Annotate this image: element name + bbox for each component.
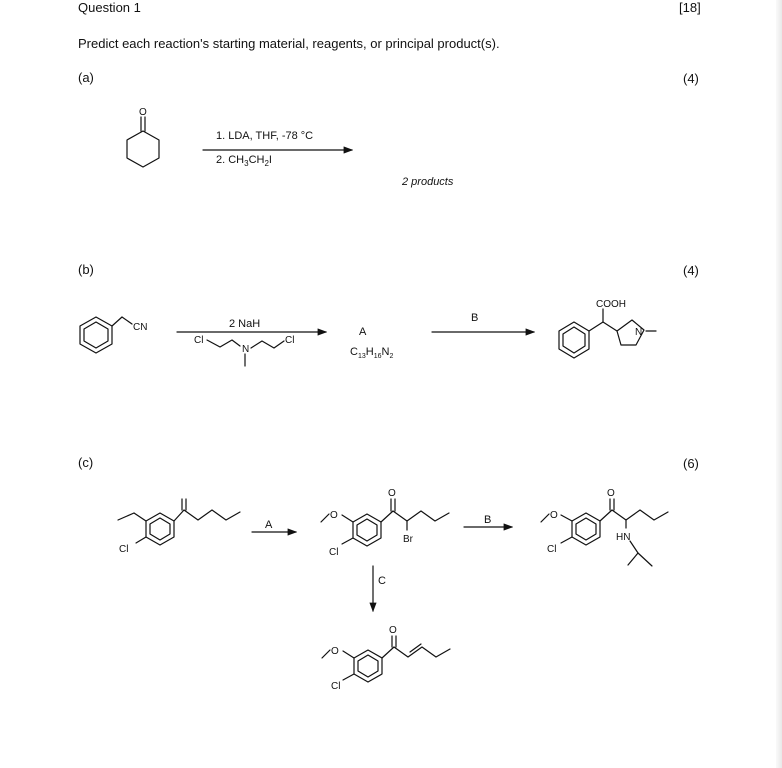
atom-label: O <box>388 488 396 499</box>
atom-label: Cl <box>547 544 557 555</box>
atom-label: Cl <box>194 335 204 346</box>
part-a-label: (a) <box>78 70 94 85</box>
atom-label: O <box>389 625 397 636</box>
part-c-marks: (6) <box>683 456 699 471</box>
atom-label: Cl <box>331 681 341 692</box>
part-a-product-note: 2 products <box>402 176 454 188</box>
atom-label: N <box>635 327 643 338</box>
part-a-reagent-2: 2. $CH_3CH_2I$ <box>216 154 272 169</box>
cyclohexanone-structure <box>127 107 159 167</box>
part-b-label: (b) <box>78 262 94 277</box>
part-c-step-a: A <box>265 519 273 531</box>
atom-label: Br <box>403 534 413 545</box>
atom-label: Cl <box>329 547 339 558</box>
atom-label: O <box>139 107 147 118</box>
atom-label: Cl <box>285 335 295 346</box>
atom-label: N <box>242 344 250 355</box>
atom-label: CN <box>133 322 148 333</box>
atom-label: COOH <box>596 299 626 310</box>
part-a-marks: (4) <box>683 71 699 86</box>
part-b-intermediate: A <box>359 326 367 338</box>
pyrrolidine-acid-product-structure <box>559 299 656 358</box>
starting-ketone-structure <box>118 499 240 555</box>
part-c-step-c: C <box>378 575 386 587</box>
total-marks: [18] <box>679 0 701 15</box>
part-a-reagent-1: 1. LDA, THF, -78 °C <box>216 130 314 142</box>
question-title: Question 1 <box>78 0 141 15</box>
enone-structure <box>322 625 450 692</box>
atom-label: Cl <box>119 544 129 555</box>
atom-label: HN <box>616 532 631 543</box>
part-b-formula: $C_{13}H_{16}N_2$ <box>350 346 394 361</box>
atom-label: O <box>330 510 338 521</box>
bromo-ketone-structure <box>321 488 449 558</box>
part-b-reagent: 2 NaH <box>229 318 261 330</box>
part-c-step-b: B <box>484 514 492 526</box>
bis-chloroethyl-amine-structure <box>194 335 294 366</box>
page-edge-shadow <box>776 0 782 768</box>
part-b-step-b: B <box>471 312 479 324</box>
part-c-label: (c) <box>78 455 94 470</box>
benzyl-cyanide-structure <box>80 317 147 353</box>
atom-label: O <box>550 510 558 521</box>
atom-label: O <box>331 646 339 657</box>
part-b-marks: (4) <box>683 263 699 278</box>
amino-ketone-structure <box>541 488 668 566</box>
atom-label: O <box>607 488 615 499</box>
question-instruction: Predict each reaction's starting material, reagents, or principal product(s). <box>78 36 500 51</box>
